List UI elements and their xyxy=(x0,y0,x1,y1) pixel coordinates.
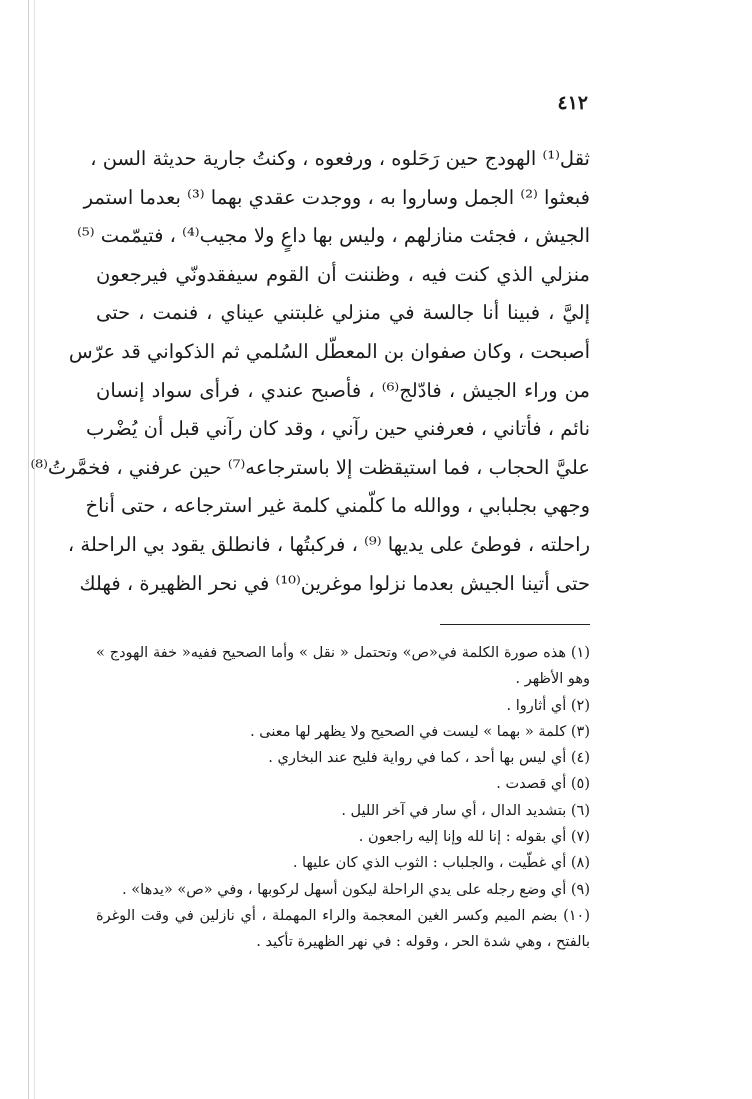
footnotes-block xyxy=(96,640,590,956)
body-line-11: راحلته ، فوطئ على يديها ⁽⁹⁾ ، فركبتُها ، فانطلق يقود بي الراحلة ، xyxy=(67,532,590,556)
footnote-4: (٤) أي ليس بها أحد ، كما في رواية فليح عند البخاري . xyxy=(268,750,590,767)
body-line-3: الجيش ، فجئت منازلهم ، وليس بها داعٍ ولا مجيب⁽⁴⁾ ، فتيمّمت ⁽⁵⁾ xyxy=(77,224,590,248)
body-line-2: فبعثوا ⁽²⁾ الجمل وساروا به ، ووجدت عقدي بهما ⁽³⁾ بعدما استمر xyxy=(83,185,590,209)
footnote-5: (٥) أي قصدت . xyxy=(496,776,590,793)
body-line-1: ثقل⁽¹⁾ الهودج حين رَحَلوه ، ورفعوه ، وكنتُ جارية حديثة السن ، xyxy=(90,147,590,170)
body-line-10: وجهي بجلبابي ، ووالله ما كلّمني كلمة غير استرجاعه ، حتى أناخ xyxy=(85,494,590,518)
footnote-8: (٨) أي غطّيت ، والجلباب : الثوب الذي كان عليها . xyxy=(292,855,590,872)
footnote-1-cont: وهو الأظهر . xyxy=(515,671,590,688)
page-number: ٤١٢ xyxy=(557,92,588,114)
body-line-8: نائم ، فأتاني ، فعرفني حين رآني ، وقد كان رآني قبل أن يُضْرب xyxy=(86,417,590,441)
body-line-12: حتى أتينا الجيش بعدما نزلوا موغرين⁽¹⁰⁾ في نحر الظهيرة ، فهلك xyxy=(79,571,590,595)
scan-edge-line-inner xyxy=(34,0,35,1099)
footnote-7: (٧) أي بقوله : إنا لله وإنا إليه راجعون . xyxy=(358,829,590,846)
body-line-4: منزلي الذي كنت فيه ، وظننت أن القوم سيفقدونّي فيرجعون xyxy=(96,262,590,286)
main-text-block xyxy=(30,140,590,603)
scan-edge-line xyxy=(28,0,29,1099)
body-line-9: عليَّ الحجاب ، فما استيقظت إلا باسترجاعه⁽⁷⁾ حين عرفني ، فخمَّرتُ⁽⁸⁾ xyxy=(30,455,590,479)
body-line-6: أصبحت ، وكان صفوان بن المعطّل السُلمي ثم الذكواني قد عرّس xyxy=(68,339,590,363)
footnote-10-cont: بالفتح ، وهي شدة الحر ، وقوله : في نهر الظهيرة تأكيد . xyxy=(256,934,590,951)
footnote-10: (١٠) بضم الميم وكسر الغين المعجمة والراء المهملة ، أي نازلين في وقت الوغرة xyxy=(96,907,590,924)
body-line-7: من وراء الجيش ، فادّلج⁽⁶⁾ ، فأصبح عندي ، فرأى سواد إنسان xyxy=(96,378,590,402)
footnote-2: (٢) أي أثاروا . xyxy=(506,697,590,714)
footnote-9: (٩) أي وضع رجله على يدي الراحلة ليكون أسهل لركوبها ، وفي «ص» «يدها» . xyxy=(122,881,590,898)
footnote-3: (٣) كلمة « بهما » ليست في الصحيح ولا يظهر لها معنى . xyxy=(250,723,590,740)
footnote-6: (٦) بتشديد الدال ، أي سار في آخر الليل . xyxy=(341,802,590,819)
footnote-1: (١) هذه صورة الكلمة في«ص» وتحتمل « نقل » وأما الصحيح ففيه« خفة الهودج » xyxy=(96,645,590,661)
body-line-5: إليَّ ، فبينا أنا جالسة في منزلي غلبتني عيناي ، فنمت ، حتى xyxy=(96,301,590,325)
footnote-separator xyxy=(440,624,590,625)
